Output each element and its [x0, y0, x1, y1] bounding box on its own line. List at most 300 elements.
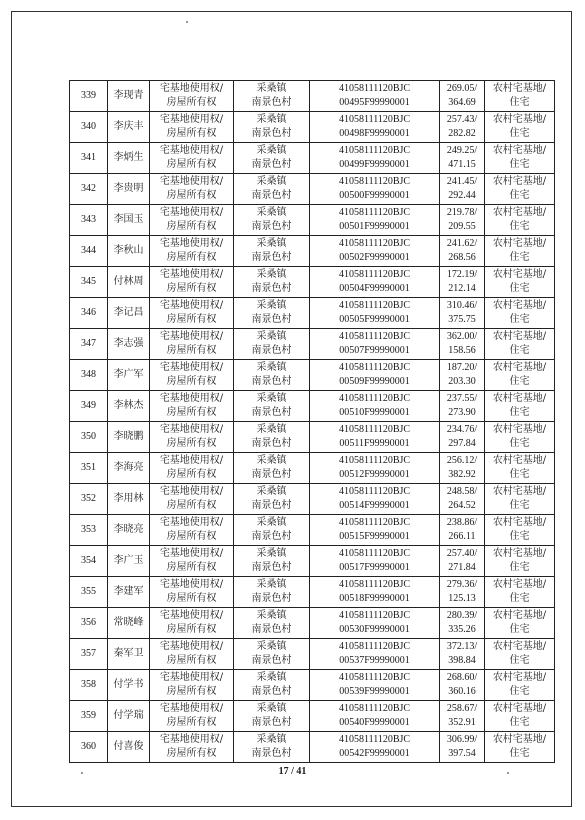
right-type-line: 宅基地使用权/	[159, 269, 224, 280]
unit-code-line: 41058111120BJC	[338, 176, 411, 187]
table-row	[70, 515, 555, 546]
location-cell	[234, 515, 310, 546]
right-type-line: 房屋所有权	[166, 221, 217, 232]
location-cell	[234, 577, 310, 608]
owner-name-cell: 李海亮	[108, 453, 150, 484]
area-cell	[440, 298, 485, 329]
right-type-line: 房屋所有权	[166, 438, 217, 449]
record-number-cell: 339	[70, 81, 108, 112]
owner-name-cell: 李建军	[108, 577, 150, 608]
location-line: 南景色村	[251, 128, 292, 139]
area-line: 249.25/	[446, 145, 478, 156]
table-row	[70, 174, 555, 205]
land-use-line: 农村宅基地/	[492, 455, 547, 466]
owner-name-cell: 李现青	[108, 81, 150, 112]
location-line: 南景色村	[251, 314, 292, 325]
area-line: 256.12/	[446, 455, 478, 466]
unit-code-line: 00518F99990001	[339, 593, 410, 604]
location-cell	[234, 546, 310, 577]
location-line: 采桑镇	[256, 83, 287, 94]
table-row	[70, 236, 555, 267]
table-row	[70, 670, 555, 701]
right-type-line: 宅基地使用权/	[159, 517, 224, 528]
unit-code-cell	[310, 453, 440, 484]
unit-code-line: 41058111120BJC	[338, 548, 411, 559]
area-line: 187.20/	[446, 362, 478, 373]
area-line: 257.43/	[446, 114, 478, 125]
land-use-line: 住宅	[509, 345, 530, 356]
unit-code-line: 00511F99990001	[339, 438, 410, 449]
right-type-line: 宅基地使用权/	[159, 362, 224, 373]
location-cell	[234, 732, 310, 763]
right-type-cell	[150, 453, 234, 484]
unit-code-line: 00505F99990001	[339, 314, 410, 325]
land-use-line: 农村宅基地/	[492, 672, 547, 683]
land-use-line: 住宅	[509, 97, 530, 108]
area-line: 172.19/	[446, 269, 478, 280]
record-number-cell: 343	[70, 205, 108, 236]
right-type-line: 宅基地使用权/	[159, 331, 224, 342]
unit-code-cell	[310, 360, 440, 391]
location-line: 南景色村	[251, 469, 292, 480]
owner-name-cell: 付林周	[108, 267, 150, 298]
unit-code-line: 41058111120BJC	[338, 114, 411, 125]
right-type-line: 宅基地使用权/	[159, 207, 224, 218]
location-line: 采桑镇	[256, 455, 287, 466]
location-line: 采桑镇	[256, 331, 287, 342]
land-use-line: 农村宅基地/	[492, 114, 547, 125]
record-number-cell: 345	[70, 267, 108, 298]
right-type-line: 宅基地使用权/	[159, 672, 224, 683]
area-line: 241.62/	[446, 238, 478, 249]
unit-code-cell	[310, 639, 440, 670]
owner-name-cell: 李广军	[108, 360, 150, 391]
land-use-line: 住宅	[509, 407, 530, 418]
records-body	[70, 81, 555, 763]
location-line: 南景色村	[251, 655, 292, 666]
land-use-line: 住宅	[509, 748, 530, 759]
unit-code-line: 41058111120BJC	[338, 579, 411, 590]
location-line: 南景色村	[251, 748, 292, 759]
unit-code-line: 00509F99990001	[339, 376, 410, 387]
record-number-cell: 348	[70, 360, 108, 391]
right-type-line: 宅基地使用权/	[159, 424, 224, 435]
location-line: 南景色村	[251, 283, 292, 294]
land-use-line: 农村宅基地/	[492, 331, 547, 342]
area-line: 360.16	[448, 686, 476, 697]
land-use-line: 农村宅基地/	[492, 734, 547, 745]
area-cell	[440, 515, 485, 546]
record-number-cell: 350	[70, 422, 108, 453]
land-use-line: 农村宅基地/	[492, 300, 547, 311]
right-type-line: 房屋所有权	[166, 376, 217, 387]
right-type-line: 房屋所有权	[166, 407, 217, 418]
record-number-cell: 360	[70, 732, 108, 763]
area-line: 237.55/	[446, 393, 478, 404]
location-line: 南景色村	[251, 407, 292, 418]
table-row	[70, 732, 555, 763]
area-cell	[440, 608, 485, 639]
land-use-cell	[485, 515, 555, 546]
land-use-cell	[485, 298, 555, 329]
land-use-line: 农村宅基地/	[492, 393, 547, 404]
right-type-line: 宅基地使用权/	[159, 393, 224, 404]
land-use-line: 住宅	[509, 252, 530, 263]
location-cell	[234, 81, 310, 112]
location-line: 南景色村	[251, 500, 292, 511]
unit-code-line: 00510F99990001	[339, 407, 410, 418]
location-cell	[234, 205, 310, 236]
owner-name-cell: 李用林	[108, 484, 150, 515]
right-type-cell	[150, 546, 234, 577]
location-cell	[234, 422, 310, 453]
land-use-cell	[485, 143, 555, 174]
location-line: 南景色村	[251, 593, 292, 604]
land-use-line: 农村宅基地/	[492, 641, 547, 652]
right-type-line: 宅基地使用权/	[159, 486, 224, 497]
table-row	[70, 546, 555, 577]
unit-code-cell	[310, 577, 440, 608]
table-row	[70, 391, 555, 422]
land-use-cell	[485, 422, 555, 453]
location-line: 南景色村	[251, 562, 292, 573]
right-type-line: 宅基地使用权/	[159, 734, 224, 745]
land-use-cell	[485, 670, 555, 701]
land-use-line: 农村宅基地/	[492, 486, 547, 497]
unit-code-line: 00504F99990001	[339, 283, 410, 294]
unit-code-cell	[310, 484, 440, 515]
land-use-cell	[485, 701, 555, 732]
unit-code-line: 00540F99990001	[339, 717, 410, 728]
area-line: 282.82	[448, 128, 476, 139]
area-line: 279.36/	[446, 579, 478, 590]
unit-code-line: 41058111120BJC	[338, 672, 411, 683]
right-type-line: 宅基地使用权/	[159, 455, 224, 466]
location-line: 采桑镇	[256, 300, 287, 311]
unit-code-line: 41058111120BJC	[338, 300, 411, 311]
unit-code-line: 00514F99990001	[339, 500, 410, 511]
land-use-line: 农村宅基地/	[492, 424, 547, 435]
table-row	[70, 577, 555, 608]
area-line: 280.39/	[446, 610, 478, 621]
area-line: 382.92	[448, 469, 476, 480]
table-row	[70, 422, 555, 453]
land-use-line: 农村宅基地/	[492, 269, 547, 280]
land-use-line: 农村宅基地/	[492, 145, 547, 156]
location-line: 采桑镇	[256, 238, 287, 249]
unit-code-cell	[310, 422, 440, 453]
unit-code-line: 41058111120BJC	[338, 269, 411, 280]
land-use-line: 住宅	[509, 283, 530, 294]
location-line: 采桑镇	[256, 486, 287, 497]
land-use-cell	[485, 329, 555, 360]
location-line: 采桑镇	[256, 269, 287, 280]
right-type-line: 房屋所有权	[166, 128, 217, 139]
table-row	[70, 639, 555, 670]
area-line: 257.40/	[446, 548, 478, 559]
right-type-line: 宅基地使用权/	[159, 114, 224, 125]
record-number-cell: 346	[70, 298, 108, 329]
area-line: 471.15	[448, 159, 476, 170]
area-cell	[440, 391, 485, 422]
unit-code-line: 00542F99990001	[339, 748, 410, 759]
right-type-line: 房屋所有权	[166, 469, 217, 480]
unit-code-line: 41058111120BJC	[338, 424, 411, 435]
unit-code-cell	[310, 329, 440, 360]
location-line: 南景色村	[251, 624, 292, 635]
area-line: 398.84	[448, 655, 476, 666]
area-line: 248.58/	[446, 486, 478, 497]
unit-code-cell	[310, 205, 440, 236]
unit-code-line: 00530F99990001	[339, 624, 410, 635]
location-line: 采桑镇	[256, 610, 287, 621]
unit-code-cell	[310, 174, 440, 205]
right-type-line: 房屋所有权	[166, 748, 217, 759]
land-use-line: 住宅	[509, 593, 530, 604]
right-type-cell	[150, 205, 234, 236]
unit-code-cell	[310, 391, 440, 422]
location-line: 南景色村	[251, 717, 292, 728]
unit-code-line: 00495F99990001	[339, 97, 410, 108]
area-line: 375.75	[448, 314, 476, 325]
area-cell	[440, 732, 485, 763]
record-number-cell: 356	[70, 608, 108, 639]
area-line: 271.84	[448, 562, 476, 573]
unit-code-line: 41058111120BJC	[338, 362, 411, 373]
location-cell	[234, 670, 310, 701]
land-use-line: 住宅	[509, 159, 530, 170]
record-number-cell: 357	[70, 639, 108, 670]
land-use-cell	[485, 391, 555, 422]
area-line: 203.30	[448, 376, 476, 387]
land-use-cell	[485, 205, 555, 236]
location-line: 采桑镇	[256, 145, 287, 156]
unit-code-line: 00500F99990001	[339, 190, 410, 201]
owner-name-cell: 付学书	[108, 670, 150, 701]
record-number-cell: 340	[70, 112, 108, 143]
right-type-line: 房屋所有权	[166, 624, 217, 635]
location-cell	[234, 360, 310, 391]
area-line: 352.91	[448, 717, 476, 728]
right-type-cell	[150, 360, 234, 391]
location-cell	[234, 391, 310, 422]
right-type-line: 宅基地使用权/	[159, 176, 224, 187]
land-use-line: 农村宅基地/	[492, 176, 547, 187]
unit-code-line: 41058111120BJC	[338, 703, 411, 714]
right-type-line: 房屋所有权	[166, 686, 217, 697]
owner-name-cell: 李国玉	[108, 205, 150, 236]
unit-code-line: 41058111120BJC	[338, 331, 411, 342]
owner-name-cell: 李林杰	[108, 391, 150, 422]
right-type-cell	[150, 577, 234, 608]
location-cell	[234, 639, 310, 670]
area-line: 397.54	[448, 748, 476, 759]
page-number: 17 / 41	[278, 766, 307, 777]
location-line: 采桑镇	[256, 114, 287, 125]
land-use-line: 农村宅基地/	[492, 362, 547, 373]
unit-code-cell	[310, 546, 440, 577]
right-type-line: 房屋所有权	[166, 593, 217, 604]
location-line: 采桑镇	[256, 517, 287, 528]
location-line: 采桑镇	[256, 207, 287, 218]
unit-code-cell	[310, 298, 440, 329]
unit-code-cell	[310, 608, 440, 639]
land-use-line: 农村宅基地/	[492, 207, 547, 218]
land-use-cell	[485, 484, 555, 515]
right-type-cell	[150, 639, 234, 670]
area-cell	[440, 236, 485, 267]
table-row	[70, 608, 555, 639]
land-use-line: 住宅	[509, 686, 530, 697]
unit-code-line: 41058111120BJC	[338, 517, 411, 528]
right-type-line: 房屋所有权	[166, 655, 217, 666]
land-use-line: 住宅	[509, 562, 530, 573]
right-type-line: 宅基地使用权/	[159, 548, 224, 559]
location-cell	[234, 484, 310, 515]
location-line: 南景色村	[251, 345, 292, 356]
right-type-line: 宅基地使用权/	[159, 610, 224, 621]
unit-code-line: 41058111120BJC	[338, 641, 411, 652]
unit-code-line: 00512F99990001	[339, 469, 410, 480]
right-type-line: 宅基地使用权/	[159, 579, 224, 590]
owner-name-cell: 李庆丰	[108, 112, 150, 143]
unit-code-line: 00499F99990001	[339, 159, 410, 170]
area-line: 310.46/	[446, 300, 478, 311]
area-line: 234.76/	[446, 424, 478, 435]
location-line: 采桑镇	[256, 424, 287, 435]
location-line: 南景色村	[251, 190, 292, 201]
right-type-cell	[150, 267, 234, 298]
right-type-cell	[150, 236, 234, 267]
area-line: 297.84	[448, 438, 476, 449]
right-type-line: 房屋所有权	[166, 531, 217, 542]
area-cell	[440, 267, 485, 298]
owner-name-cell: 付喜俊	[108, 732, 150, 763]
right-type-cell	[150, 174, 234, 205]
land-use-cell	[485, 236, 555, 267]
area-cell	[440, 205, 485, 236]
area-line: 292.44	[448, 190, 476, 201]
table-row	[70, 701, 555, 732]
right-type-line: 宅基地使用权/	[159, 83, 224, 94]
owner-name-cell: 李志强	[108, 329, 150, 360]
owner-name-cell: 李广玉	[108, 546, 150, 577]
unit-code-cell	[310, 81, 440, 112]
area-cell	[440, 143, 485, 174]
unit-code-cell	[310, 670, 440, 701]
location-line: 采桑镇	[256, 176, 287, 187]
area-cell	[440, 453, 485, 484]
right-type-cell	[150, 391, 234, 422]
right-type-line: 房屋所有权	[166, 562, 217, 573]
area-line: 306.99/	[446, 734, 478, 745]
record-number-cell: 349	[70, 391, 108, 422]
right-type-line: 宅基地使用权/	[159, 703, 224, 714]
land-use-cell	[485, 453, 555, 484]
table-row	[70, 453, 555, 484]
right-type-cell	[150, 484, 234, 515]
area-line: 238.86/	[446, 517, 478, 528]
area-line: 212.14	[448, 283, 476, 294]
unit-code-line: 00517F99990001	[339, 562, 410, 573]
area-line: 219.78/	[446, 207, 478, 218]
unit-code-line: 41058111120BJC	[338, 207, 411, 218]
record-number-cell: 341	[70, 143, 108, 174]
location-line: 南景色村	[251, 686, 292, 697]
unit-code-cell	[310, 515, 440, 546]
land-use-cell	[485, 112, 555, 143]
land-use-cell	[485, 546, 555, 577]
right-type-line: 房屋所有权	[166, 345, 217, 356]
unit-code-line: 41058111120BJC	[338, 734, 411, 745]
scan-speck	[186, 21, 188, 23]
right-type-cell	[150, 422, 234, 453]
location-cell	[234, 453, 310, 484]
table-row	[70, 484, 555, 515]
record-number-cell: 352	[70, 484, 108, 515]
location-line: 南景色村	[251, 159, 292, 170]
location-line: 采桑镇	[256, 641, 287, 652]
table-row	[70, 205, 555, 236]
right-type-line: 房屋所有权	[166, 190, 217, 201]
location-line: 南景色村	[251, 252, 292, 263]
unit-code-line: 41058111120BJC	[338, 486, 411, 497]
area-line: 258.67/	[446, 703, 478, 714]
table-row	[70, 329, 555, 360]
area-cell	[440, 360, 485, 391]
land-use-line: 农村宅基地/	[492, 579, 547, 590]
unit-code-line: 41058111120BJC	[338, 238, 411, 249]
owner-name-cell: 李晓亮	[108, 515, 150, 546]
land-use-cell	[485, 267, 555, 298]
record-number-cell: 347	[70, 329, 108, 360]
unit-code-line: 00502F99990001	[339, 252, 410, 263]
area-cell	[440, 577, 485, 608]
unit-code-line: 00537F99990001	[339, 655, 410, 666]
table-row	[70, 267, 555, 298]
area-cell	[440, 639, 485, 670]
land-use-line: 住宅	[509, 717, 530, 728]
unit-code-line: 00515F99990001	[339, 531, 410, 542]
unit-code-line: 00507F99990001	[339, 345, 410, 356]
location-cell	[234, 329, 310, 360]
land-use-line: 住宅	[509, 128, 530, 139]
location-line: 南景色村	[251, 97, 292, 108]
area-cell	[440, 701, 485, 732]
location-line: 南景色村	[251, 221, 292, 232]
land-use-line: 住宅	[509, 624, 530, 635]
location-line: 采桑镇	[256, 362, 287, 373]
record-number-cell: 342	[70, 174, 108, 205]
area-line: 335.26	[448, 624, 476, 635]
owner-name-cell: 李晓鹏	[108, 422, 150, 453]
location-cell	[234, 267, 310, 298]
right-type-line: 房屋所有权	[166, 159, 217, 170]
land-use-line: 住宅	[509, 469, 530, 480]
area-line: 273.90	[448, 407, 476, 418]
unit-code-cell	[310, 267, 440, 298]
right-type-cell	[150, 732, 234, 763]
area-line: 209.55	[448, 221, 476, 232]
unit-code-line: 41058111120BJC	[338, 393, 411, 404]
owner-name-cell: 秦军卫	[108, 639, 150, 670]
area-line: 364.69	[448, 97, 476, 108]
area-line: 268.60/	[446, 672, 478, 683]
location-cell	[234, 174, 310, 205]
unit-code-cell	[310, 112, 440, 143]
area-line: 264.52	[448, 500, 476, 511]
unit-code-line: 00498F99990001	[339, 128, 410, 139]
